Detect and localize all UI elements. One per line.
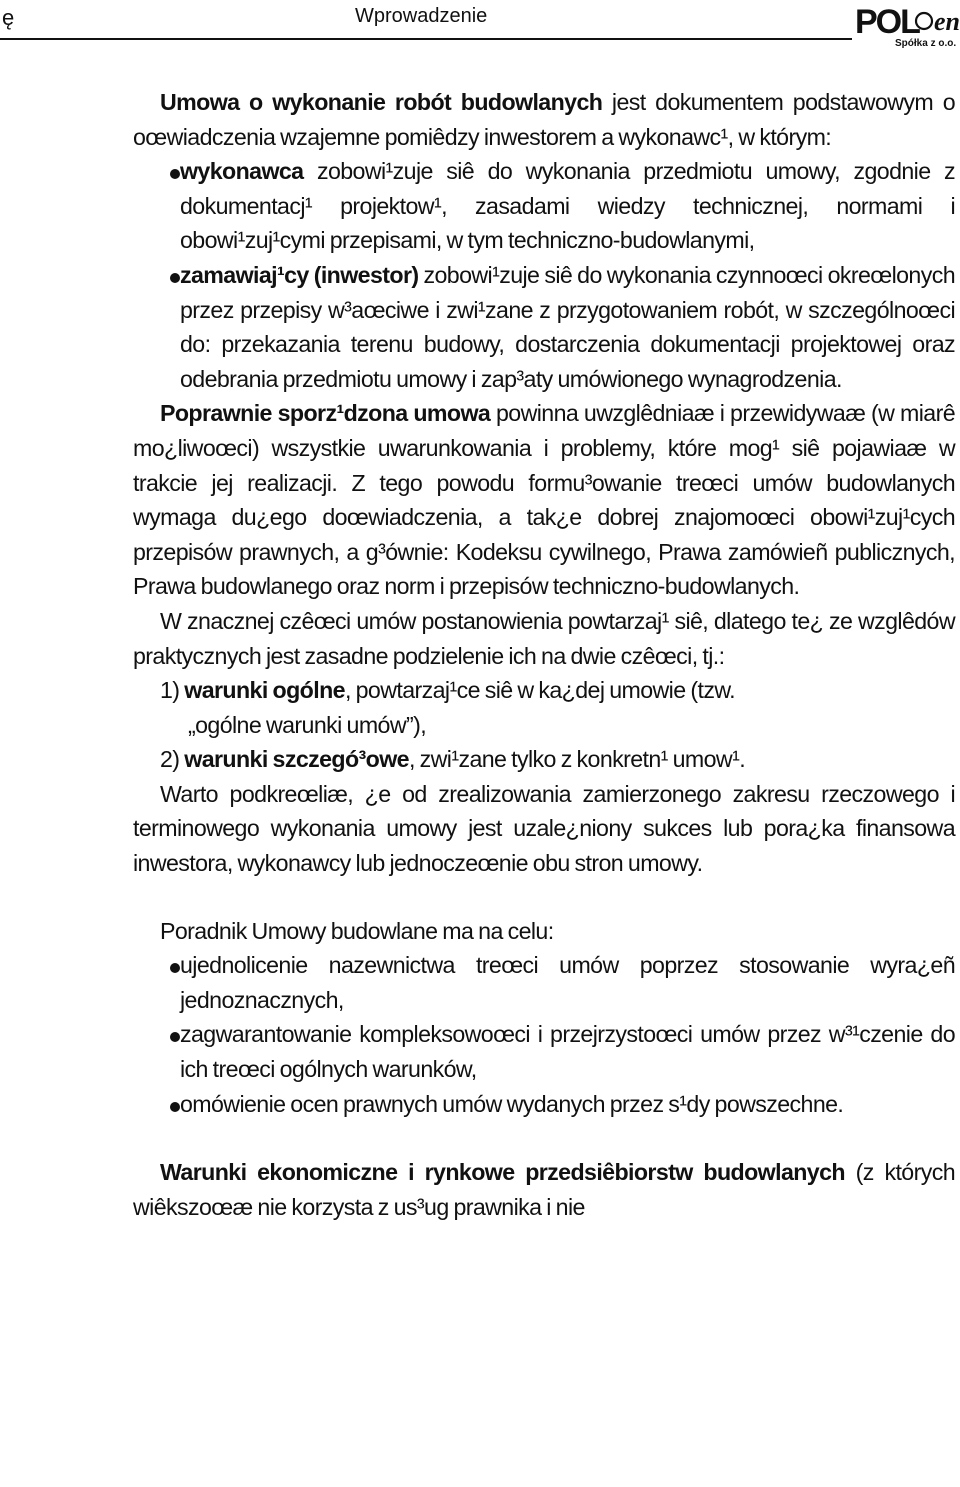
duty-item: [133, 154, 955, 258]
spacer: [133, 1121, 955, 1155]
page-header: [0, 0, 960, 50]
item-bold: warunki ogólne: [184, 677, 345, 704]
item-text: , zwi¹zane tylko z konkretn¹ umow¹.: [408, 746, 746, 773]
duty-bold: zamawiaj¹cy (inwestor): [180, 261, 419, 288]
duty-item: [133, 258, 955, 396]
running-header-title: Wprowadzenie: [355, 5, 488, 27]
header-rule: [0, 38, 852, 40]
contract-paragraph: [133, 396, 955, 604]
economic-paragraph: [133, 1155, 955, 1224]
item-bold: warunki szczegó³owe: [184, 746, 409, 773]
intro-text: jest dokumentem podstawowym o oœwiadczenia wzajemne pomiêdzy inwestorem a wykonawc¹, w którym:: [133, 89, 955, 150]
numbered-item: [133, 673, 955, 708]
item-text: , powtarzaj¹ce siê w ka¿dej umowie (tzw.: [344, 677, 736, 704]
parts-paragraph: W znacznej czêœci umów postanowienia powtarzaj¹ siê, dlatego te¿ ze wzglêdów praktycznych jest zasadne podzielenie ich na dwie czêœci, tj.:: [133, 607, 955, 669]
item-number: 2): [160, 746, 185, 773]
economic-bold: Warunki ekonomiczne i rynkowe przedsiêbiorstw budowlanych: [160, 1159, 845, 1186]
numbered-item-continuation: „ogólne warunki umów”),: [188, 711, 427, 738]
success-paragraph: Warto podkreœliæ, ¿e od zrealizowania zamierzonego zakresu rzeczowego i terminowego wykonania umowy jest uzale¿niony sukces lub pora¿ka finansowa inwestora, wykonawcy lub jednoczeœnie obu stron umowy.: [133, 780, 955, 877]
item-number: 1): [160, 677, 185, 704]
contract-bold: Poprawnie sporz¹dzona umowa: [160, 400, 491, 427]
goals-title: [133, 914, 955, 949]
numbered-item: [133, 742, 955, 777]
contract-text: powinna uwzglêdniaæ i przewidywaæ (w miarê mo¿liwoœci) wszystkie uwarunkowania i problemy, które mog¹ siê pojawiaæ w trakcie jej realizacji. Z tego powodu formu³owanie treœci umów budowlanych wymaga du¿ego doœwiadczenia, a tak¿e dobrej znajomoœci obowi¹zuj¹cych przepisów prawnych, a g³ównie: Kodeksu cywilnego, Prawa zamówieñ publicznych, Prawa budowlanego oraz norm i przepisów techniczno-budowlanych.: [133, 400, 955, 600]
goal-item: ujednolicenie nazewnictwa treœci umów poprzez stosowanie wyra¿eñ jednoznacznych,: [133, 948, 955, 1017]
duty-bold: wykonawca: [180, 158, 304, 185]
spacer: [133, 881, 955, 914]
logo-subtitle: Spółka z o.o.: [895, 38, 957, 49]
logo-suffix: en: [934, 7, 960, 36]
document-body: [133, 85, 955, 1224]
intro-paragraph: [133, 85, 955, 154]
economic-text: (z których wiêkszoœæ nie korzysta z us³ug prawnika i nie: [133, 1159, 955, 1220]
company-logo: [855, 0, 960, 50]
logo-text: POL: [855, 3, 919, 41]
intro-bold: Umowa o wykonanie robót budowlanych: [160, 89, 603, 115]
goal-item: omówienie ocen prawnych umów wydanych przez s¹dy powszechne.: [133, 1087, 955, 1122]
goal-item: zagwarantowanie kompleksowoœci i przejrzystoœci umów przez w³¹czenie do ich treœci ogólnych warunków,: [133, 1017, 955, 1086]
duty-text: zobowi¹zuje siê do wykonania przedmiotu umowy, zgodnie z dokumentacj¹ projektow¹, zasadami wiedzy technicznej, normami i obowi¹zuj¹cymi przepisami, w tym techniczno-budowlanymi,: [180, 158, 955, 254]
header-mark: ę: [2, 5, 15, 30]
goals-title-text: Poradnik Umowy budowlane ma na celu:: [160, 917, 554, 944]
duty-text: zobowi¹zuje siê do wykonania czynnoœci okreœlonych przez przepisy w³aœciwe i zwi¹zane z przygotowaniem robót, w szczególnoœci do: przekazania terenu budowy, dostarczenia dokumentacji projektowej oraz odebrania przedmiotu umowy i zap³aty umówionego wynagrodzenia.: [180, 261, 955, 392]
